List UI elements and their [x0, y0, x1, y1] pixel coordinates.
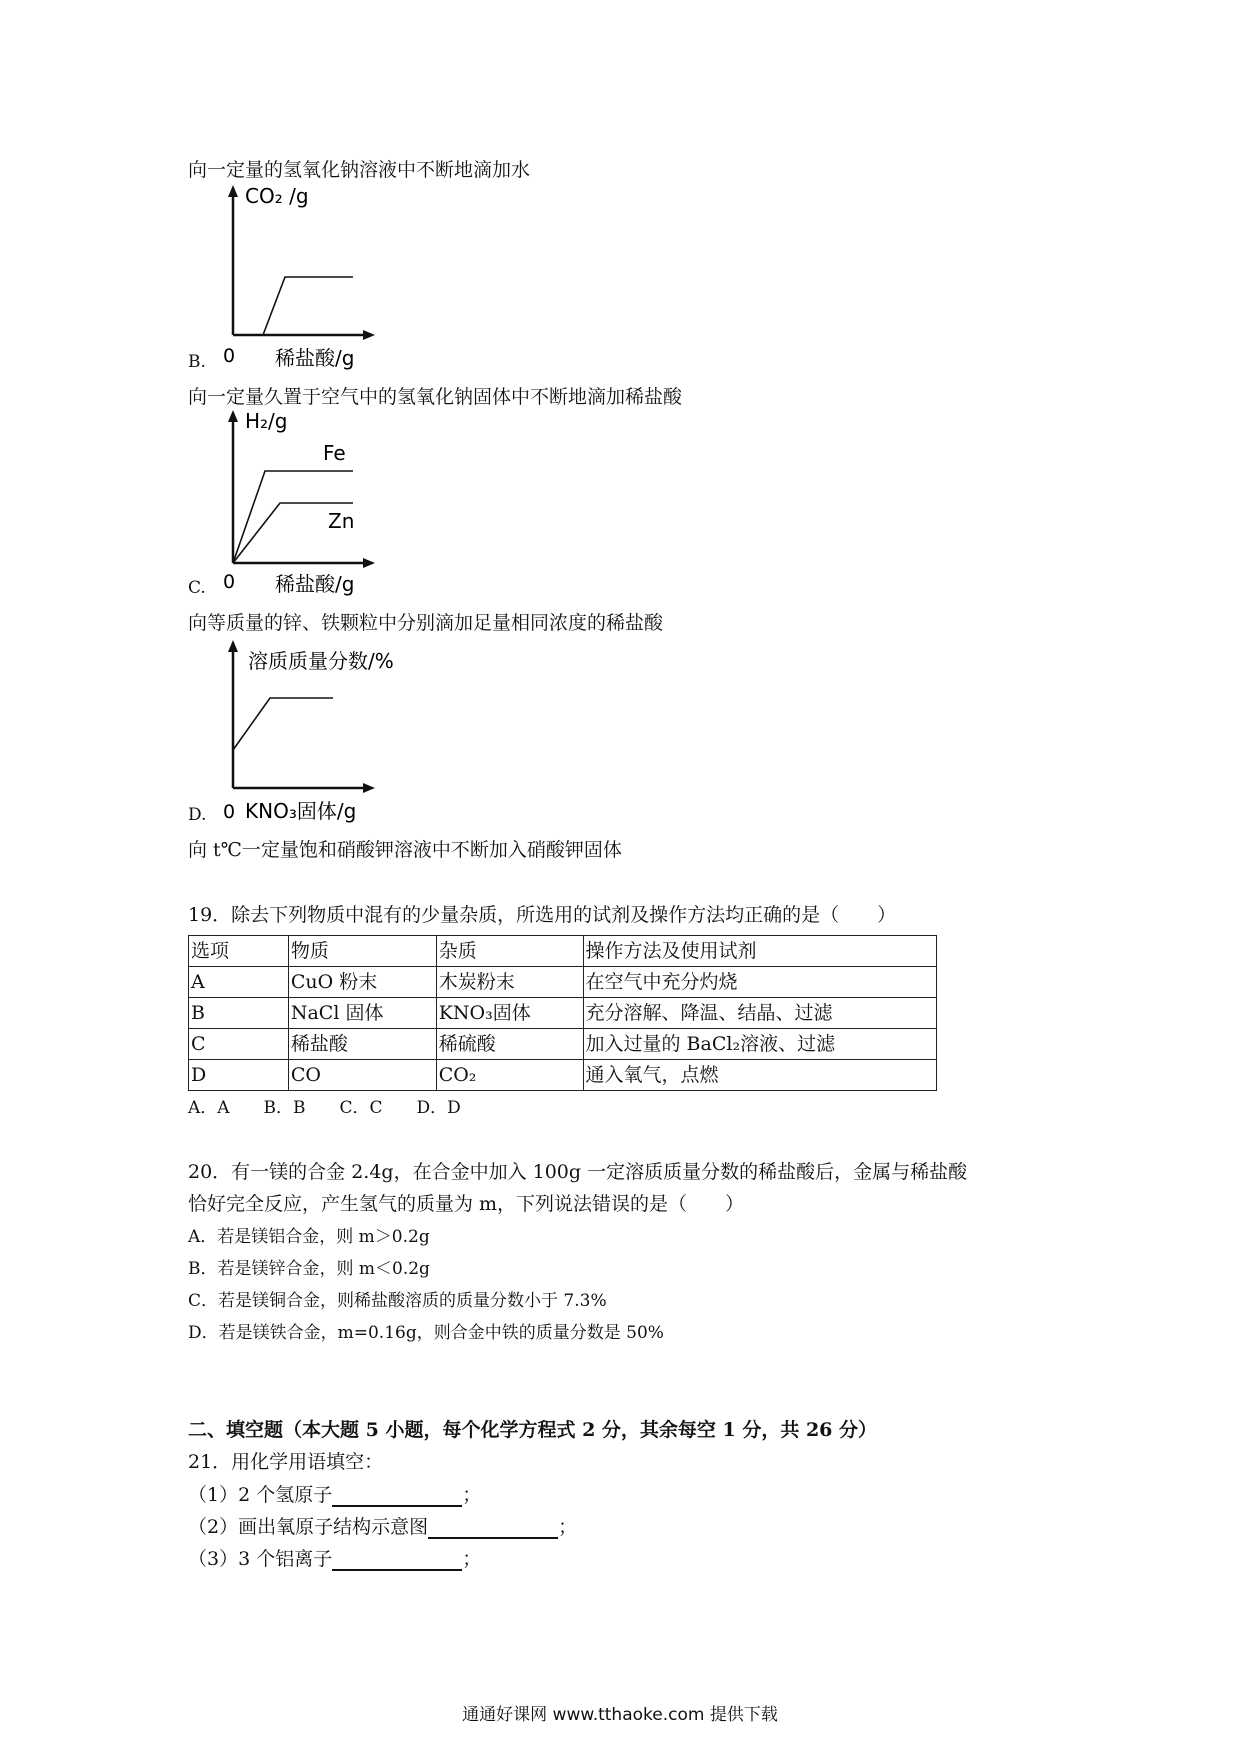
q21-end-mark: ；	[462, 1548, 482, 1570]
q21-item-3	[188, 1544, 481, 1571]
q21-blank-2[interactable]	[428, 1519, 558, 1539]
q21-item-3-label: （3）3 个铝离子	[188, 1548, 333, 1570]
series-zn-label: Zn	[328, 509, 355, 533]
series-line	[233, 698, 333, 750]
table-cell: 稀盐酸	[288, 1029, 436, 1060]
y-arrow	[228, 410, 238, 422]
chart-d-svg	[215, 638, 415, 823]
table-cell: CuO 粉末	[288, 967, 436, 998]
table-cell: 通入氧气，点燃	[583, 1060, 936, 1091]
table-cell: 在空气中充分灼烧	[583, 967, 936, 998]
table-cell: 稀硫酸	[436, 1029, 583, 1060]
y-arrow	[228, 640, 238, 652]
table-cell: C	[189, 1029, 289, 1060]
table-row	[189, 1029, 937, 1060]
table-header-cell: 操作方法及使用试剂	[583, 936, 936, 967]
table-cell: 充分溶解、降温、结晶、过滤	[583, 998, 936, 1029]
section-2-title: 二、填空题（本大题 5 小题，每个化学方程式 2 分，其余每空 1 分，共 26 分）	[188, 1419, 878, 1441]
q21-end-mark: ；	[462, 1484, 482, 1506]
table-row	[189, 967, 937, 998]
y-arrow	[228, 185, 238, 197]
y-axis-label: 溶质质量分数/%	[248, 649, 394, 673]
footer-text: 通通好课网 www.tthaoke.com 提供下载	[462, 1705, 778, 1725]
option-c-letter: C.	[188, 578, 206, 598]
y-axis-label: H₂/g	[245, 409, 288, 433]
q20-stem-line1: 20．有一镁的合金 2.4g，在合金中加入 100g 一定溶质质量分数的稀盐酸后，金属与稀盐酸	[188, 1161, 968, 1183]
option-a-caption: 向一定量的氢氧化钠溶液中不断地滴加水	[188, 159, 531, 181]
origin-label: 0	[223, 801, 236, 823]
option-b-letter: B.	[188, 352, 206, 372]
q20-stem-line2: 恰好完全反应，产生氢气的质量为 m，下列说法错误的是（ ）	[188, 1193, 745, 1215]
table-cell: KNO₃固体	[436, 998, 583, 1029]
q19-stem: 19．除去下列物质中混有的少量杂质，所选用的试剂及操作方法均正确的是（ ）	[188, 904, 897, 926]
series-fe-label: Fe	[323, 441, 346, 465]
q19-table	[188, 935, 937, 1091]
table-cell: NaCl 固体	[288, 998, 436, 1029]
table-cell: 加入过量的 BaCl₂溶液、过滤	[583, 1029, 936, 1060]
q21-item-1	[188, 1480, 481, 1507]
chart-b-svg	[215, 184, 395, 370]
option-d-caption: 向 t℃一定量饱和硝酸钾溶液中不断加入硝酸钾固体	[188, 839, 622, 861]
x-arrow	[363, 558, 375, 568]
q21-item-1-label: （1）2 个氢原子	[188, 1484, 333, 1506]
q21-blank-3[interactable]	[332, 1551, 462, 1571]
chart-c	[215, 408, 395, 596]
q21-item-2-label: （2）画出氧原子结构示意图	[188, 1516, 429, 1538]
q20-option-b: B．若是镁锌合金，则 m＜0.2g	[188, 1259, 430, 1279]
table-cell: A	[189, 967, 289, 998]
option-b-caption: 向一定量久置于空气中的氢氧化钠固体中不断地滴加稀盐酸	[188, 386, 683, 408]
chart-d	[215, 638, 395, 823]
table-cell: 木炭粉末	[436, 967, 583, 998]
table-cell: D	[189, 1060, 289, 1091]
table-header-cell: 选项	[189, 936, 289, 967]
y-axis-label: CO₂ /g	[245, 184, 309, 208]
x-axis-label: KNO₃固体/g	[245, 799, 357, 823]
chart-c-svg	[215, 408, 395, 596]
x-arrow	[363, 783, 375, 793]
series-line	[263, 277, 353, 335]
option-d-letter: D.	[188, 805, 207, 825]
q21-item-2	[188, 1512, 577, 1539]
table-cell: B	[189, 998, 289, 1029]
table-row	[189, 998, 937, 1029]
q21-blank-1[interactable]	[332, 1487, 462, 1507]
q21-end-mark: ；	[558, 1516, 578, 1538]
table-cell: CO₂	[436, 1060, 583, 1091]
q20-option-a: A．若是镁铝合金，则 m＞0.2g	[188, 1227, 430, 1247]
chart-b	[215, 184, 395, 370]
x-axis-label: 稀盐酸/g	[275, 346, 355, 370]
table-cell: CO	[288, 1060, 436, 1091]
q21-stem: 21．用化学用语填空：	[188, 1451, 384, 1473]
q20-option-c: C．若是镁铜合金，则稀盐酸溶质的质量分数小于 7.3%	[188, 1291, 607, 1311]
table-header-cell: 物质	[288, 936, 436, 967]
table-header-cell: 杂质	[436, 936, 583, 967]
q19-choices: A．A B．B C．C D．D	[188, 1098, 461, 1118]
option-c-caption: 向等质量的锌、铁颗粒中分别滴加足量相同浓度的稀盐酸	[188, 612, 664, 634]
x-arrow	[363, 330, 375, 340]
origin-label: 0	[223, 345, 236, 367]
table-header-row	[189, 936, 937, 967]
table-row	[189, 1060, 937, 1091]
origin-label: 0	[223, 571, 236, 593]
x-axis-label: 稀盐酸/g	[275, 572, 355, 596]
q20-option-d: D．若是镁铁合金，m=0.16g，则合金中铁的质量分数是 50%	[188, 1323, 664, 1343]
